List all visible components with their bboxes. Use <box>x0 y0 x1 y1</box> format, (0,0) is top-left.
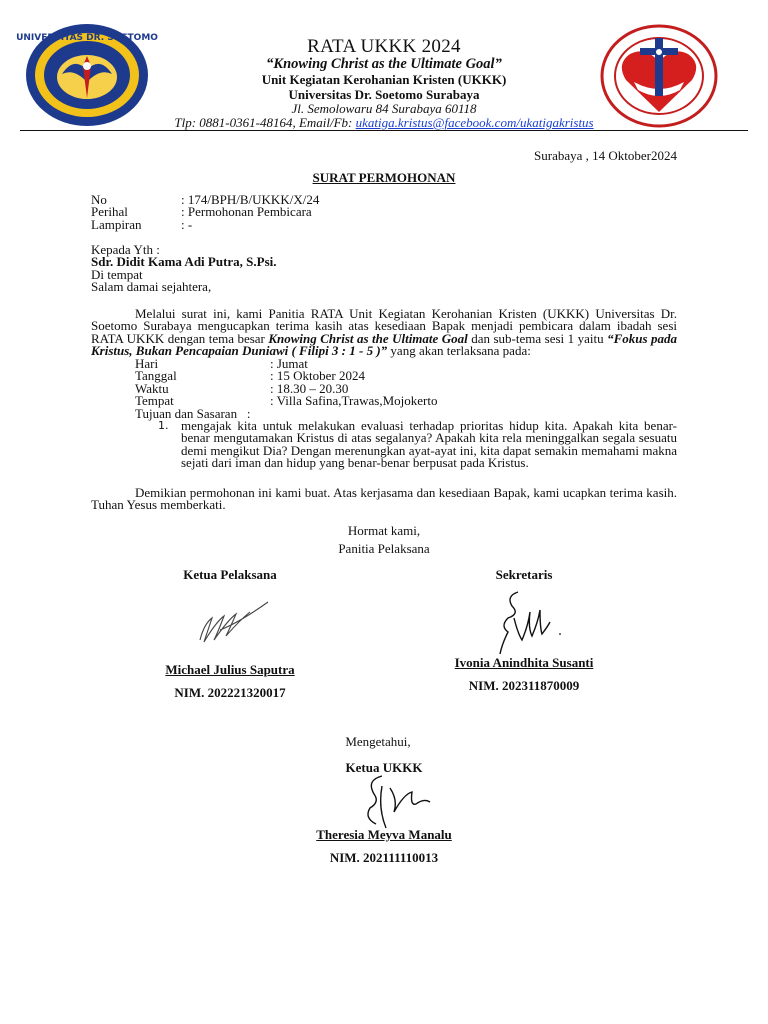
svg-text:UNIVERSITAS DR. SOETOMO: UNIVERSITAS DR. SOETOMO <box>16 33 158 43</box>
recipient-name: Sdr. Didit Kama Adi Putra, S.Psi. <box>91 254 277 270</box>
detail-value: : Jumat <box>270 356 308 371</box>
committee: Panitia Pelaksana <box>338 541 430 556</box>
header-address: Jl. Semolowaru 84 Surabaya 60118 <box>291 101 477 116</box>
header-unit: Unit Kegiatan Kerohanian Kristen (UKKK) <box>261 72 507 87</box>
theme-text: Knowing Christ as the Ultimate Goal <box>268 330 468 346</box>
body-text-3: yang akan terlaksana pada: <box>387 343 531 359</box>
closing-paragraph: Demikian permohonan ini kami buat. Atas kerjasama dan kesediaan Bapak, kami ucapkan terima kasih. Tuhan Yesus memberkati. <box>91 485 677 513</box>
meta-row <box>91 216 319 232</box>
goal-text: mengajak kita untuk melakukan evaluasi terhadap prioritas hidup kita. Apakah kita benar-benar mengutamakan Kristus di atas segalanya? Apakah kita rela meninggalkan segala sesuatu demi mengikut Dia? Dengan merenungkan ayat-ayat ini, kita dapat semakin memahami makna sejati dari iman dan hidup yang benar-benar berpusat pada Kristus. <box>181 418 677 471</box>
bottom-signer-role: Ketua UKKK <box>345 760 423 775</box>
right-signature <box>494 582 574 660</box>
header-motto: “Knowing Christ as the Ultimate Goal” <box>266 56 502 72</box>
body-text-2: dan sub-tema sesi 1 yaitu <box>467 330 608 346</box>
goals-label: Tujuan dan Sasaran : <box>135 405 251 421</box>
bottom-signer-nim: NIM. 202111110013 <box>329 850 439 865</box>
header-title: RATA UKKK 2024 <box>307 36 461 57</box>
header-contact <box>100 115 668 131</box>
university-logo <box>16 22 158 128</box>
right-signer-name: Ivonia Anindhita Susanti <box>454 655 594 670</box>
ukkk-logo <box>600 24 718 128</box>
recipient-block <box>91 244 277 294</box>
to-label: Kepada Yth : <box>91 242 160 257</box>
contact-prefix: Tlp: 0881-0361-48164, Email/Fb: <box>174 115 356 130</box>
letter-heading: SURAT PERMOHONAN <box>312 170 456 185</box>
right-signer-role: Sekretaris <box>495 567 553 582</box>
body-text-1: Melalui surat ini, kami Panitia RATA Unit Kegiatan Kerohanian Kristen (UKKK) Universitas Dr. Soetomo Surabaya mengucapkan terima kasih atas kesediaan Bapak menjadi pembicara dalam ibadah sesi RATA UKKK dengan tema besar <box>91 306 677 346</box>
greeting: Salam damai sejahtera, <box>91 279 212 295</box>
body-paragraph <box>91 308 677 358</box>
subtheme-text: “Fokus pada Kristus, Bukan Pencapaian Duniawi ( Filipi 3 : 1 - 5 )” <box>91 330 677 359</box>
left-signer-nim: NIM. 202221320017 <box>174 685 286 700</box>
right-signer-nim: NIM. 202311870009 <box>468 678 580 693</box>
meta-value: : 174/BPH/B/UKKK/X/24 <box>181 192 320 207</box>
detail-label: Waktu <box>135 380 169 396</box>
bottom-signature <box>360 764 440 836</box>
bottom-signer-name: Theresia Meyva Manalu <box>316 827 452 842</box>
left-signer-name: Michael Julius Saputra <box>165 662 295 677</box>
event-details <box>135 358 437 420</box>
meta-label: Lampiran <box>91 216 142 232</box>
meta-value: : - <box>181 216 193 232</box>
detail-value: : 15 Oktober 2024 <box>270 368 365 384</box>
left-signer-role: Ketua Pelaksana <box>183 567 277 582</box>
meta-value: : Permohonan Pembicara <box>181 204 312 220</box>
left-signature <box>190 594 280 650</box>
regards: Hormat kami, <box>347 523 421 538</box>
detail-value: : Villa Safina,Trawas,Mojokerto <box>270 393 438 409</box>
detail-label: Tempat <box>135 393 174 409</box>
meta-block <box>91 194 319 231</box>
meta-label: Perihal <box>91 204 128 220</box>
meta-label: No <box>91 192 107 207</box>
detail-label: Tanggal <box>135 368 177 384</box>
letter-date: Surabaya , 14 Oktober2024 <box>534 148 677 163</box>
detail-label: Hari <box>135 356 159 371</box>
goal-number: 1. <box>158 419 169 432</box>
acknowledged-label: Mengetahui, <box>345 734 411 749</box>
recipient-place: Di tempat <box>91 266 143 282</box>
detail-value: : 18.30 – 20.30 <box>270 380 349 396</box>
contact-link[interactable]: ukatiga.kristus@facebook.com/ukatigakristus <box>355 115 594 130</box>
header-rule <box>20 130 748 131</box>
header-university: Universitas Dr. Soetomo Surabaya <box>288 87 480 102</box>
